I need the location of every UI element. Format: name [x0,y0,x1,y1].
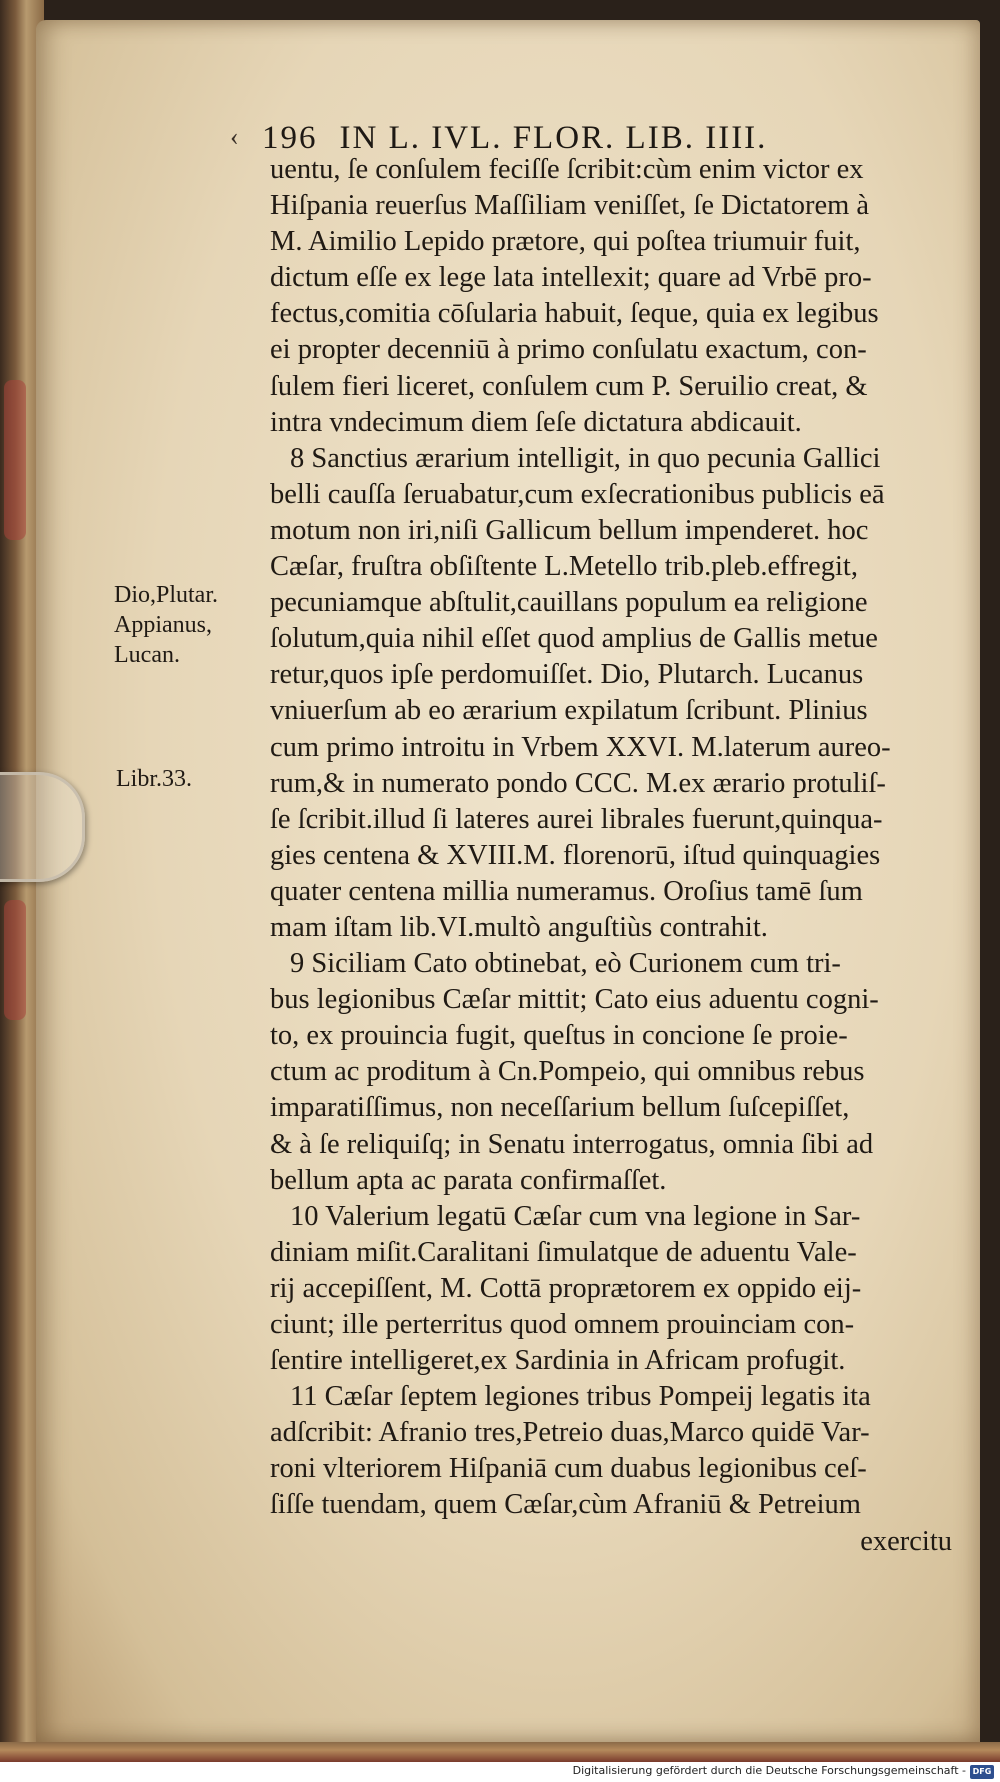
page-bottom-edge [0,1742,1000,1762]
text-line: mam iſtam lib.VI.multò anguſtiùs contrahit. [270,911,768,943]
text-line: vniuerſum ab eo ærarium expilatum ſcribunt. Plinius [270,695,868,727]
margin-note-line: Libr.33. [116,766,192,792]
red-edge-stain [4,900,26,1020]
footer-credit: Digitalisierung gefördert durch die Deutsche Forschungsgemeinschaft - [572,1764,966,1777]
text-line: Hiſpania reuerſus Maſſiliam veniſſet, ſe Dictatorem à [270,190,870,222]
footer-strip [0,1762,1000,1782]
text-line: uentu, ſe conſulem feciſſe ſcribit:cùm enim victor ex [270,154,864,185]
text-line: ciunt; ille perterritus quod omnem prouinciam con- [270,1309,855,1340]
margin-note-line: Lucan. [114,642,180,668]
text-line: 11 Cæſar ſeptem legiones tribus Pompeij legatis ita [290,1381,871,1413]
text-line: adſcribit: Afranio tres,Petreio duas,Marco quidē Var- [270,1417,870,1449]
text-line: imparatiſſimus, non neceſſarium bellum ſuſcepiſſet, [270,1092,850,1124]
dfg-logo: DFG [970,1765,994,1779]
text-line: quater centena millia numeramus. Oroſius tamē ſum [270,875,863,907]
red-edge-stain [4,380,26,540]
text-line: intra vndecimum diem ſeſe dictatura abdicauit. [270,406,802,438]
text-line: gies centena & XVIII.M. florenorū, iſtud quinquagies [270,839,881,871]
text-line: ſulem fieri liceret, conſulem cum P. Seruilio creat, & [270,370,868,402]
text-line: rij accepiſſent, M. Cottā proprætorem ex oppido eij- [270,1272,862,1304]
text-line: 10 Valerium legatū Cæſar cum vna legione in Sar- [290,1200,861,1232]
margin-note-sources [114,580,218,670]
page-mark: ‹ [230,122,239,151]
text-line: dictum eſſe ex lege lata intellexit; quare ad Vrbē pro- [270,262,872,294]
text-line: bellum apta ac parata confirmaſſet. [270,1164,667,1196]
text-line: ſe ſcribit.illud ſi lateres aurei librales fuerunt,quinqua- [270,803,883,835]
catchword: exercitu [860,1525,952,1557]
text-line: bus legionibus Cæſar mittit; Cato eius aduentu cogni- [270,984,879,1016]
text-line: roni vlteriorem Hiſpaniā cum duabus legionibus ceſ- [270,1453,867,1485]
text-line: 9 Siciliam Cato obtinebat, eò Curionem cum tri- [290,948,841,980]
text-line: & à ſe reliquiſq; in Senatu interrogatus, omnia ſibi ad [270,1128,874,1160]
text-line: ſolutum,quia nihil eſſet quod amplius de Gallis metue [270,623,878,655]
margin-note-line: Appianus, [114,612,212,638]
text-line: to, ex prouincia fugit, queſtus in concione ſe proie- [270,1020,848,1052]
text-line: cum primo introitu in Vrbem XXVI. M.laterum aureo- [270,731,891,763]
text-line: belli cauſſa ſeruabatur,cum exſecrationibus publicis eā [270,478,885,510]
text-line: retur,quos ipſe perdomuiſſet. Dio, Plutarch. Lucanus [270,659,864,691]
text-line: ſentire intelligeret,ex Sardinia in Africam profugit. [270,1345,846,1377]
running-title: IN L. IVL. FLOR. LIB. IIII. [339,120,768,156]
text-line: motum non iri,niſi Gallicum bellum impenderet. hoc [270,514,869,546]
main-text [270,152,982,1560]
text-line: rum,& in numerato pondo CCC. M.ex ærario protuliſ- [270,767,886,799]
margin-note-line: Dio,Plutar. [114,582,219,608]
text-line: fectus,comitia cōſularia habuit, ſeque, quia ex legibus [270,298,879,330]
text-line: 8 Sanctius ærarium intelligit, in quo pecunia Gallici [290,442,881,474]
text-line: Cæſar, fruſtra obſiſtente L.Metello trib.pleb.effregit, [270,551,858,583]
page-clip [0,772,85,882]
text-line: ei propter decenniū à primo conſulatu exactum, con- [270,334,867,366]
text-line: diniam miſit.Caralitani ſimulatque de aduentu Vale- [270,1236,857,1268]
page-number: 196 [262,120,318,156]
margin-note-pliny [116,764,192,794]
text-line: ſiſſe tuendam, quem Cæſar,cùm Afraniū & Petreium [270,1489,861,1521]
text-line: ctum ac proditum à Cn.Pompeio, qui omnibus rebus [270,1056,865,1088]
text-line: M. Aimilio Lepido prætore, qui poſtea triumuir fuit, [270,226,861,258]
text-line: pecuniamque abſtulit,cauillans populum ea religione [270,587,868,619]
